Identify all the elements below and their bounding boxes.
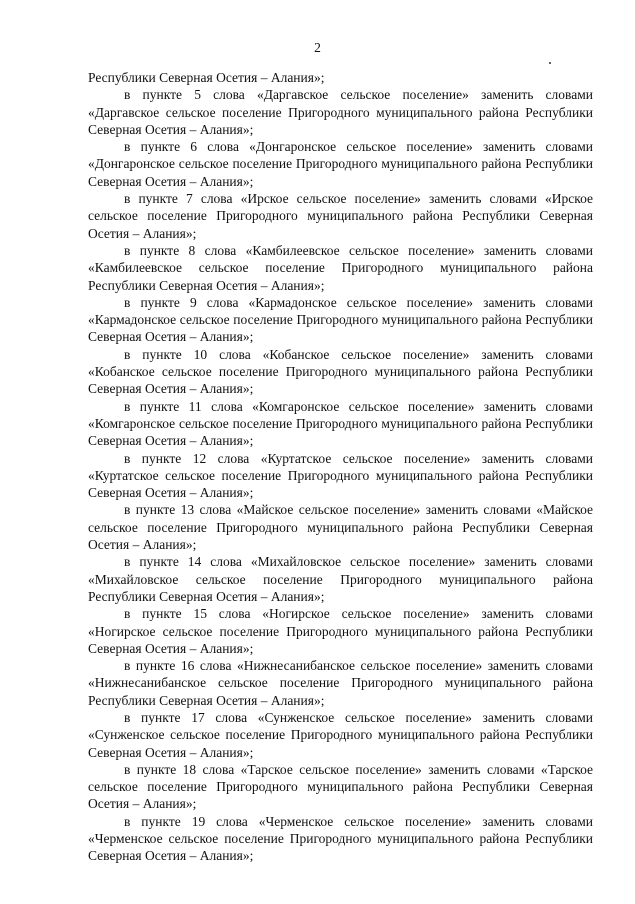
paragraph-item-11: в пункте 11 слова «Комгаронское сельское поселение» заменить словами «Комгаронское сельское поселение Пригородного муниципального района Республики Северная Осетия – Алания»;	[88, 398, 593, 449]
paragraph-item-6: в пункте 6 слова «Донгаронское сельское поселение» заменить словами «Донгаронское сельское поселение Пригородного муниципального района Республики Северная Осетия – Алания»;	[88, 139, 593, 189]
paragraph-item-8: в пункте 8 слова «Камбилеевское сельское поселение» заменить словами «Камбилеевское сельское поселение Пригородного муниципального района Республики Северная Осетия – Алания»;	[88, 242, 593, 293]
scan-speck	[549, 62, 551, 64]
document-body	[88, 69, 593, 865]
paragraph-item-18: в пункте 18 слова «Тарское сельское поселение» заменить словами «Тарское сельское поселение Пригородного муниципального района Республики Северная Осетия – Алания»;	[88, 761, 593, 812]
paragraph-continuation: Республики Северная Осетия – Алания»;	[88, 70, 325, 85]
paragraph-item-9: в пункте 9 слова «Кармадонское сельское поселение» заменить словами «Кармадонское сельское поселение Пригородного муниципального района Республики Северная Осетия – Алания»;	[88, 294, 593, 345]
paragraph-item-17: в пункте 17 слова «Сунженское сельское поселение» заменить словами «Сунженское сельское поселение Пригородного муниципального района Республики Северная Осетия – Алания»;	[88, 709, 593, 760]
paragraph-item-15: в пункте 15 слова «Ногирское сельское поселение» заменить словами «Ногирское сельское поселение Пригородного муниципального района Республики Северная Осетия – Алания»;	[88, 606, 593, 656]
paragraph-item-13: в пункте 13 слова «Майское сельское поселение» заменить словами «Майское сельское поселение Пригородного муниципального района Республики Северная Осетия – Алания»;	[88, 502, 593, 553]
paragraph-item-19: в пункте 19 слова «Черменское сельское поселение» заменить словами «Черменское сельское поселение Пригородного муниципального района Республики Северная Осетия – Алания»;	[88, 813, 593, 864]
paragraph-item-14: в пункте 14 слова «Михайловское сельское поселение» заменить словами «Михайловское сельское поселение Пригородного муниципального района Республики Северная Осетия – Алания»;	[88, 554, 593, 604]
page-number: 2	[314, 40, 321, 55]
paragraph-item-10: в пункте 10 слова «Кобанское сельское поселение» заменить словами «Кобанское сельское поселение Пригородного муниципального района Республики Северная Осетия – Алания»;	[88, 346, 593, 397]
paragraph-item-7: в пункте 7 слова «Ирское сельское поселение» заменить словами «Ирское сельское поселение Пригородного муниципального района Республики Северная Осетия – Алания»;	[88, 191, 593, 241]
paragraph-item-16: в пункте 16 слова «Нижнесанибанское сельское поселение» заменить словами «Нижнесанибанское сельское поселение Пригородного муниципального района Республики Северная Осетия – Алания»;	[88, 658, 593, 708]
paragraph-item-12: в пункте 12 слова «Куртатское сельское поселение» заменить словами «Куртатское сельское поселение Пригородного муниципального района Республики Северная Осетия – Алания»;	[88, 450, 593, 501]
paragraph-item-5: в пункте 5 слова «Даргавское сельское поселение» заменить словами «Даргавское сельское поселение Пригородного муниципального района Республики Северная Осетия – Алания»;	[88, 87, 593, 137]
